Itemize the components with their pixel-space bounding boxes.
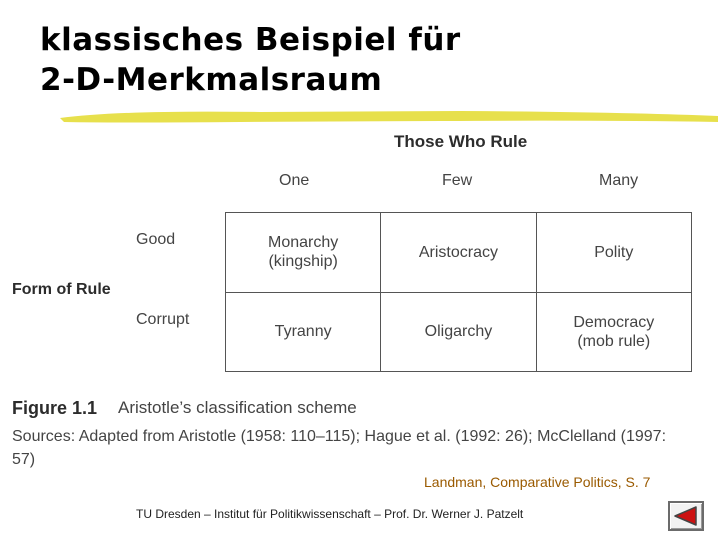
cell-monarchy: Monarchy (kingship) <box>226 213 381 293</box>
slide-title-line-1: klassisches Beispiel für <box>40 22 461 58</box>
row-header-good: Good <box>136 231 176 248</box>
classification-grid <box>225 212 692 372</box>
column-header-many: Many <box>599 172 639 189</box>
cell-aristocracy: Aristocracy <box>381 213 536 293</box>
row-axis-label: Form of Rule <box>12 281 111 298</box>
grid-row-corrupt <box>226 292 692 372</box>
column-header-few: Few <box>442 172 473 189</box>
cell-tyranny: Tyranny <box>226 292 381 372</box>
cell-oligarchy: Oligarchy <box>381 292 536 372</box>
slide-title <box>40 20 461 100</box>
cell-polity: Polity <box>536 213 691 293</box>
figure-label: Figure 1.1 <box>12 398 98 418</box>
source-citation: Landman, Comparative Politics, S. 7 <box>424 474 651 490</box>
figure-sources: Sources: Adapted from Aristotle (1958: 110–115); Hague et al. (1992: 26); McClelland (1997: 57) <box>12 428 667 468</box>
column-header-one: One <box>279 172 310 189</box>
grid-row-good <box>226 213 692 293</box>
back-arrow-icon <box>673 505 699 527</box>
slide-footer: TU Dresden – Institut für Politikwissenschaft – Prof. Dr. Werner J. Patzelt <box>136 507 524 521</box>
column-axis-label: Those Who Rule <box>394 132 528 151</box>
highlighter-stroke <box>60 104 720 128</box>
slide-title-line-2: 2-D-Merkmalsraum <box>40 62 383 98</box>
row-header-corrupt: Corrupt <box>136 311 190 328</box>
cell-democracy: Democracy (mob rule) <box>536 292 691 372</box>
back-button[interactable] <box>668 501 704 531</box>
figure-caption: Aristotle’s classification scheme <box>118 398 357 417</box>
